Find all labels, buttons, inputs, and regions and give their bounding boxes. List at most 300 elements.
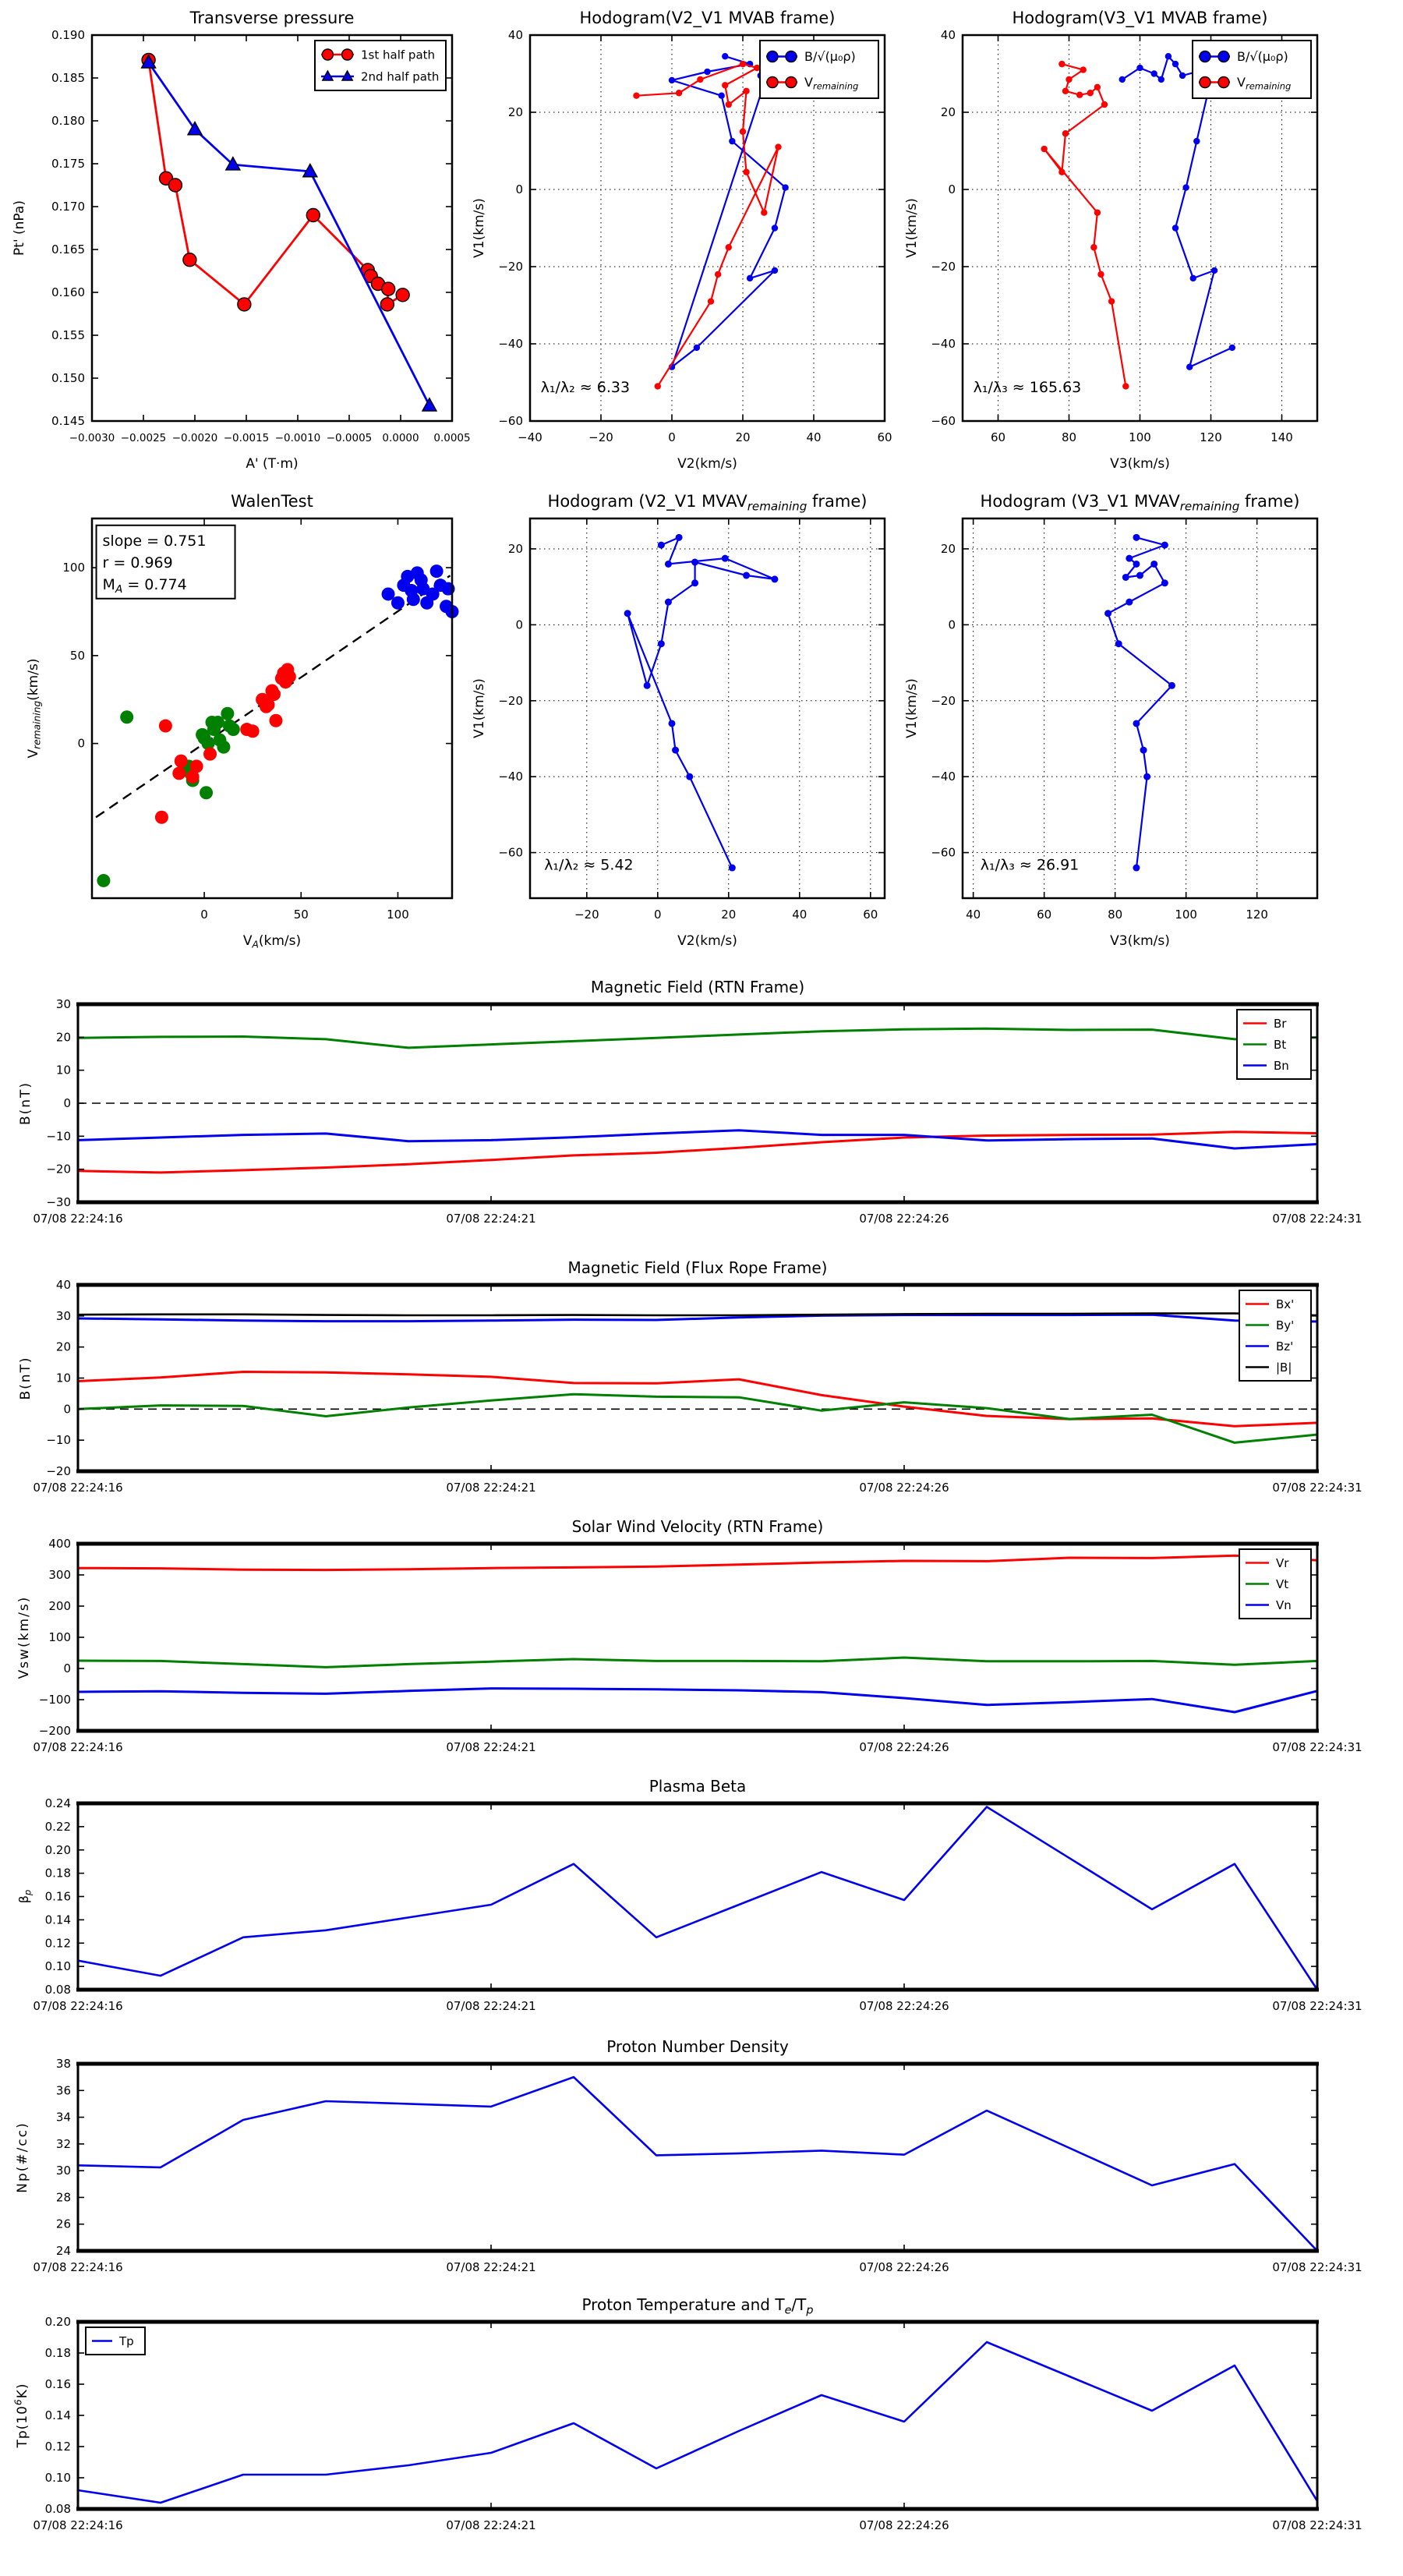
annotation-line: slope = 0.751 <box>102 532 207 550</box>
legend <box>1193 41 1311 98</box>
y-tick-label: 0.175 <box>51 157 85 171</box>
circle-marker <box>1172 61 1179 67</box>
y-tick-label: 0.170 <box>51 200 85 214</box>
circle-marker <box>283 670 296 683</box>
x-tick-label: 07/08 22:24:16 <box>33 1212 123 1226</box>
circle-marker <box>322 49 333 60</box>
series-line <box>78 1807 1317 1990</box>
circle-marker <box>1179 73 1186 79</box>
triangle-marker <box>422 398 436 411</box>
x-tick-label: 07/08 22:24:26 <box>859 1740 949 1754</box>
x-tick-label: −20 <box>574 908 599 922</box>
y-tick-label: −100 <box>38 1693 71 1707</box>
circle-marker <box>1165 53 1172 59</box>
circle-marker <box>704 69 710 75</box>
y-tick-label: 0.20 <box>44 2315 71 2329</box>
y-tick-label: 0.08 <box>44 1983 71 1997</box>
y-axis-label: V1(km/s) <box>904 198 920 258</box>
circle-marker <box>1229 345 1235 351</box>
circle-marker <box>1168 682 1175 689</box>
y-tick-label: 20 <box>940 105 956 119</box>
y-tick-label: 30 <box>55 997 71 1011</box>
circle-marker <box>155 811 168 824</box>
circle-marker <box>726 244 732 250</box>
circle-marker <box>1200 77 1210 88</box>
circle-marker <box>743 169 749 175</box>
annotation <box>974 379 1082 396</box>
circle-marker <box>1066 76 1072 83</box>
circle-marker <box>1182 184 1189 190</box>
y-tick-label: 400 <box>48 1537 71 1551</box>
legend <box>1239 1549 1311 1619</box>
annotation-text: λ₁/λ₃ ≈ 165.63 <box>973 378 1082 396</box>
circle-marker <box>708 298 714 304</box>
x-tick-label: 07/08 22:24:16 <box>33 1999 123 2013</box>
y-tick-label: −20 <box>46 1162 71 1177</box>
x-tick-label: 100 <box>1175 908 1197 922</box>
y-tick-label: −60 <box>931 845 956 860</box>
circle-marker <box>396 288 409 302</box>
x-tick-label: −0.0005 <box>326 432 373 444</box>
y-tick-label: −20 <box>498 693 523 708</box>
circle-marker <box>658 640 665 647</box>
circle-marker <box>694 345 700 351</box>
circle-marker <box>1090 244 1097 250</box>
x-tick-label: 07/08 22:24:16 <box>33 1481 123 1495</box>
circle-marker <box>658 542 665 549</box>
y-tick-label: 0.24 <box>44 1796 71 1810</box>
x-tick-label: 07/08 22:24:16 <box>33 2260 123 2274</box>
y-tick-label: 20 <box>940 541 956 556</box>
legend-label: Br <box>1274 1017 1287 1031</box>
circle-marker <box>1080 66 1087 73</box>
legend-label: By' <box>1276 1318 1295 1332</box>
circle-marker <box>686 773 693 780</box>
y-tick-label: 0.190 <box>51 28 85 42</box>
circle-marker <box>1058 61 1065 67</box>
panel-title: Solar Wind Velocity (RTN Frame) <box>571 1517 824 1536</box>
series-line <box>1122 56 1232 367</box>
y-tick-label: 0.12 <box>44 2440 71 2454</box>
legend <box>1239 1290 1311 1381</box>
circle-marker <box>772 267 778 274</box>
circle-marker <box>1193 138 1200 144</box>
circle-marker <box>159 720 172 733</box>
circle-marker <box>786 51 797 62</box>
x-tick-label: −0.0010 <box>274 432 321 444</box>
x-tick-label: 60 <box>877 430 892 444</box>
circle-marker <box>1133 534 1140 541</box>
x-tick-label: 07/08 22:24:26 <box>859 1212 949 1226</box>
x-tick-label: 120 <box>1200 430 1222 444</box>
series-line <box>78 1028 1317 1048</box>
y-tick-label: 26 <box>55 2217 71 2231</box>
y-tick-label: −40 <box>931 337 956 351</box>
annotation <box>981 856 1080 873</box>
panel-hodogram-v3v1-mvab <box>904 9 1317 472</box>
panel-hodogram-v3v1-mvav <box>904 492 1317 949</box>
x-tick-label: 07/08 22:24:21 <box>446 1212 536 1226</box>
circle-marker <box>1143 773 1150 780</box>
panel-proton-number-density <box>15 2037 1362 2274</box>
panel-title: Magnetic Field (Flux Rope Frame) <box>567 1258 828 1277</box>
x-tick-label: 140 <box>1270 430 1293 444</box>
x-tick-label: 80 <box>1061 430 1077 444</box>
circle-marker <box>743 572 750 579</box>
series-outbound-points <box>382 564 459 618</box>
x-axis-label: V2(km/s) <box>677 933 737 949</box>
x-tick-label: 100 <box>387 908 409 922</box>
circle-marker <box>624 610 631 617</box>
circle-marker <box>691 579 698 586</box>
circle-marker <box>1150 561 1157 568</box>
y-tick-label: 0 <box>515 617 523 632</box>
circle-marker <box>430 564 444 578</box>
circle-marker <box>407 593 420 606</box>
y-tick-label: 0.14 <box>44 2408 71 2422</box>
y-tick-label: 100 <box>62 561 85 575</box>
series-tp <box>78 2342 1317 2503</box>
x-tick-label: 20 <box>721 908 737 922</box>
series-line <box>1108 537 1172 868</box>
y-tick-label: 0.10 <box>44 2471 71 2485</box>
panel-title: Transverse pressure <box>189 9 355 27</box>
circle-marker <box>183 253 196 267</box>
y-axis-label: V1(km/s) <box>472 198 487 258</box>
circle-marker <box>1136 572 1143 579</box>
legend-label: $V_{remaining}$ <box>804 75 859 92</box>
y-tick-label: 50 <box>69 648 85 663</box>
y-tick-label: 30 <box>55 1308 71 1323</box>
x-tick-label: 40 <box>792 908 808 922</box>
circle-marker <box>306 209 320 222</box>
y-tick-label: 0.12 <box>44 1936 71 1951</box>
series-line <box>78 1372 1317 1427</box>
panel-title: Proton Temperature and $T_e/T_p$ <box>581 2295 814 2317</box>
circle-marker <box>213 734 226 747</box>
circle-marker <box>772 225 778 231</box>
y-tick-label: 20 <box>55 1339 71 1354</box>
y-axis-label: B(nT) <box>18 1081 34 1126</box>
series-beta-p <box>78 1807 1317 1990</box>
legend <box>86 2327 145 2355</box>
x-tick-label: 07/08 22:24:31 <box>1272 2518 1362 2532</box>
y-tick-label: 0.185 <box>51 71 85 85</box>
circle-marker <box>775 143 781 150</box>
legend-label: 1st half path <box>361 48 436 62</box>
annotation-line: $M_A = 0.774$ <box>102 575 187 596</box>
panel-mag-rtn <box>18 978 1362 1226</box>
circle-marker <box>342 49 353 60</box>
y-axis-label: Pt' (nPa) <box>12 200 27 256</box>
circle-marker <box>1161 579 1168 586</box>
x-tick-label: 0 <box>654 908 662 922</box>
circle-marker <box>1062 130 1069 136</box>
y-axis-label: Vsw(km/s) <box>16 1595 32 1679</box>
circle-marker <box>1115 640 1122 647</box>
y-tick-label: 0.10 <box>44 1959 71 1974</box>
legend-label: $V_{remaining}$ <box>1237 75 1292 92</box>
panel-transverse-pressure <box>12 9 471 472</box>
circle-marker <box>267 688 281 701</box>
x-tick-label: 0.0005 <box>433 432 471 444</box>
circle-marker <box>1122 574 1129 581</box>
legend <box>1237 1010 1311 1079</box>
circle-marker <box>1200 51 1210 62</box>
series-bt <box>78 1028 1317 1048</box>
circle-marker <box>1218 77 1229 88</box>
y-tick-label: −20 <box>498 260 523 274</box>
circle-marker <box>1094 84 1101 90</box>
circle-marker <box>380 298 394 311</box>
circle-marker <box>782 184 788 190</box>
panel-walen-test <box>26 492 459 950</box>
annotation-text: λ₁/λ₂ ≈ 6.33 <box>540 378 631 396</box>
y-tick-label: −10 <box>46 1433 71 1448</box>
y-tick-label: 0.150 <box>51 371 85 385</box>
x-tick-label: 0 <box>200 908 208 922</box>
x-tick-label: −0.0020 <box>171 432 218 444</box>
circle-marker <box>722 555 729 562</box>
y-tick-label: 40 <box>55 1278 71 1292</box>
x-tick-label: −0.0025 <box>120 432 167 444</box>
panel-title: Hodogram(V3_V1 MVAB frame) <box>1012 9 1268 27</box>
circle-marker <box>1041 146 1047 152</box>
circle-marker <box>1108 298 1115 304</box>
circle-marker <box>771 575 778 582</box>
y-tick-label: 20 <box>507 105 523 119</box>
legend-label: Vn <box>1276 1598 1292 1612</box>
circle-marker <box>729 138 735 144</box>
series-vt <box>78 1658 1317 1667</box>
legend-label: Bt <box>1274 1038 1287 1052</box>
circle-marker <box>655 383 661 389</box>
circle-marker <box>175 755 188 768</box>
x-tick-label: 07/08 22:24:31 <box>1272 1740 1362 1754</box>
circle-marker <box>97 874 110 887</box>
series-line <box>78 2077 1317 2251</box>
circle-marker <box>203 748 217 761</box>
y-tick-label: 100 <box>48 1630 71 1644</box>
panel-title: Proton Number Density <box>606 2037 789 2056</box>
circle-marker <box>1140 747 1147 754</box>
circle-marker <box>200 786 213 799</box>
circle-marker <box>206 716 219 729</box>
x-tick-label: 07/08 22:24:26 <box>859 1999 949 2013</box>
series-np <box>78 2077 1317 2251</box>
series-2nd-half-path <box>142 55 436 411</box>
annotation-text: λ₁/λ₂ ≈ 5.42 <box>544 856 634 874</box>
x-axis-label: V3(km/s) <box>1110 933 1170 949</box>
circle-marker <box>633 93 639 99</box>
circle-marker <box>719 93 725 99</box>
y-tick-label: 28 <box>55 2190 71 2205</box>
circle-marker <box>740 61 746 67</box>
y-tick-label: 0.14 <box>44 1913 71 1927</box>
circle-marker <box>172 766 186 780</box>
legend-label: Bz' <box>1276 1339 1294 1353</box>
circle-marker <box>676 90 682 96</box>
x-tick-label: 0.0000 <box>382 432 419 444</box>
series-v-remaining <box>1041 61 1129 390</box>
y-tick-label: −40 <box>498 770 523 784</box>
circle-marker <box>691 559 698 566</box>
series-line <box>149 62 429 405</box>
series-inbound-points <box>97 707 239 887</box>
x-tick-label: 20 <box>735 430 751 444</box>
series-bn <box>78 1131 1317 1148</box>
circle-marker <box>1126 555 1133 562</box>
y-tick-label: 0 <box>948 617 956 632</box>
y-axis-label: $Tp(10^6K)$ <box>12 2383 30 2448</box>
circle-marker <box>761 210 767 216</box>
circle-marker <box>190 759 203 773</box>
y-axis-label: V1(km/s) <box>904 678 920 738</box>
legend-label: 2nd half path <box>361 69 440 84</box>
y-tick-label: 0.155 <box>51 328 85 342</box>
y-axis-label: V1(km/s) <box>472 678 487 738</box>
circle-marker <box>1119 76 1126 83</box>
y-tick-label: 10 <box>55 1371 71 1385</box>
y-tick-label: 30 <box>55 2164 71 2178</box>
plot-border <box>530 518 885 898</box>
x-axis-label: V2(km/s) <box>677 456 737 472</box>
y-tick-label: 0.16 <box>44 2377 71 2391</box>
legend-label: B/√(μ₀ρ) <box>804 49 856 64</box>
y-tick-label: −20 <box>931 260 956 274</box>
y-tick-label: 0.180 <box>51 114 85 128</box>
y-tick-label: 200 <box>48 1599 71 1613</box>
y-axis-label: Np(#/cc) <box>15 2121 30 2193</box>
panel-hodogram-v2v1-mvab <box>472 9 892 472</box>
y-tick-label: 24 <box>55 2244 71 2258</box>
panel-title: WalenTest <box>231 492 313 511</box>
circle-marker <box>665 561 672 568</box>
circle-marker <box>740 129 746 135</box>
x-tick-label: 120 <box>1246 908 1268 922</box>
circle-marker <box>1133 865 1140 872</box>
annotation <box>544 856 633 873</box>
y-tick-label: 0.145 <box>51 414 85 428</box>
x-tick-label: 60 <box>990 430 1006 444</box>
legend-label: Vt <box>1276 1577 1289 1591</box>
circle-marker <box>221 707 234 720</box>
series-line <box>78 1658 1317 1667</box>
x-tick-label: 100 <box>1129 430 1151 444</box>
series-vr <box>78 1555 1317 1569</box>
circle-marker <box>1076 92 1083 98</box>
circle-marker <box>669 77 675 83</box>
series-bx-prime <box>78 1372 1317 1427</box>
x-tick-label: 07/08 22:24:31 <box>1272 1481 1362 1495</box>
y-tick-label: 20 <box>507 541 523 556</box>
y-tick-label: −20 <box>46 1464 71 1478</box>
series-line <box>78 1689 1317 1712</box>
y-tick-label: 10 <box>55 1063 71 1077</box>
circle-marker <box>227 723 240 736</box>
circle-marker <box>1101 101 1108 108</box>
series-v-remaining <box>633 61 781 390</box>
x-tick-label: 07/08 22:24:21 <box>446 2518 536 2532</box>
circle-marker <box>767 51 778 62</box>
y-tick-label: −10 <box>46 1129 71 1144</box>
y-tick-label: 0.18 <box>44 2346 71 2360</box>
circle-marker <box>722 53 728 59</box>
panel-title: Hodogram (V2_V1 $MVAV_{remaining}$ frame) <box>547 492 868 514</box>
x-axis-label: V3(km/s) <box>1110 456 1170 472</box>
panel-proton-temperature <box>13 2295 1362 2532</box>
panel-solar-wind-velocity <box>16 1517 1362 1754</box>
x-tick-label: 07/08 22:24:31 <box>1272 1999 1362 2013</box>
circle-marker <box>391 596 405 610</box>
legend-label: |B| <box>1276 1361 1292 1375</box>
x-tick-label: −40 <box>518 430 542 444</box>
legend-label: Tp <box>119 2334 134 2348</box>
circle-marker <box>238 298 251 311</box>
x-tick-label: 07/08 22:24:31 <box>1272 2260 1362 2274</box>
y-tick-label: 0 <box>63 1096 71 1110</box>
annotation-text: λ₁/λ₃ ≈ 26.91 <box>980 856 1080 874</box>
plot-border <box>92 35 452 421</box>
y-tick-label: 0.22 <box>44 1819 71 1834</box>
circle-marker <box>120 710 133 724</box>
y-tick-label: 40 <box>507 28 523 42</box>
circle-marker <box>747 275 753 281</box>
circle-marker <box>1136 65 1143 71</box>
y-tick-label: −60 <box>931 414 956 428</box>
series-b-over-sqrt-mu0-rho <box>1119 53 1235 370</box>
x-tick-label: 50 <box>293 908 309 922</box>
y-tick-label: 0.18 <box>44 1866 71 1881</box>
panel-title: Plasma Beta <box>648 1777 747 1796</box>
series-1st-half-path <box>142 53 409 311</box>
series-line <box>627 537 775 868</box>
y-tick-label: 36 <box>55 2083 71 2098</box>
circle-marker <box>1133 561 1140 568</box>
circle-marker <box>1126 599 1133 606</box>
x-tick-label: 07/08 22:24:16 <box>33 2518 123 2532</box>
y-tick-label: 32 <box>55 2136 71 2151</box>
y-tick-label: 0 <box>515 182 523 196</box>
circle-marker <box>644 682 651 689</box>
circle-marker <box>1087 90 1094 96</box>
series-b-path <box>624 534 779 872</box>
circle-marker <box>697 76 703 83</box>
x-tick-label: 07/08 22:24:21 <box>446 1740 536 1754</box>
circle-marker <box>1158 76 1164 83</box>
circle-marker <box>1190 275 1196 281</box>
circle-marker <box>665 599 672 606</box>
x-tick-label: 40 <box>966 908 981 922</box>
y-tick-label: 0.165 <box>51 242 85 257</box>
legend-label: Bn <box>1274 1059 1289 1073</box>
panel-title: Hodogram(V2_V1 MVAB frame) <box>579 9 836 27</box>
circle-marker <box>1104 610 1111 617</box>
circle-marker <box>1151 70 1157 76</box>
circle-marker <box>715 271 721 278</box>
y-tick-label: 300 <box>48 1568 71 1582</box>
legend-label: B/√(μ₀ρ) <box>1237 49 1288 64</box>
circle-marker <box>1122 383 1129 389</box>
circle-marker <box>168 179 182 192</box>
y-tick-label: 38 <box>55 2057 71 2071</box>
series-vn <box>78 1689 1317 1712</box>
circle-marker <box>743 88 749 94</box>
circle-marker <box>672 747 679 754</box>
y-tick-label: −200 <box>38 1724 71 1738</box>
circle-marker <box>1218 51 1229 62</box>
circle-marker <box>1094 210 1101 216</box>
